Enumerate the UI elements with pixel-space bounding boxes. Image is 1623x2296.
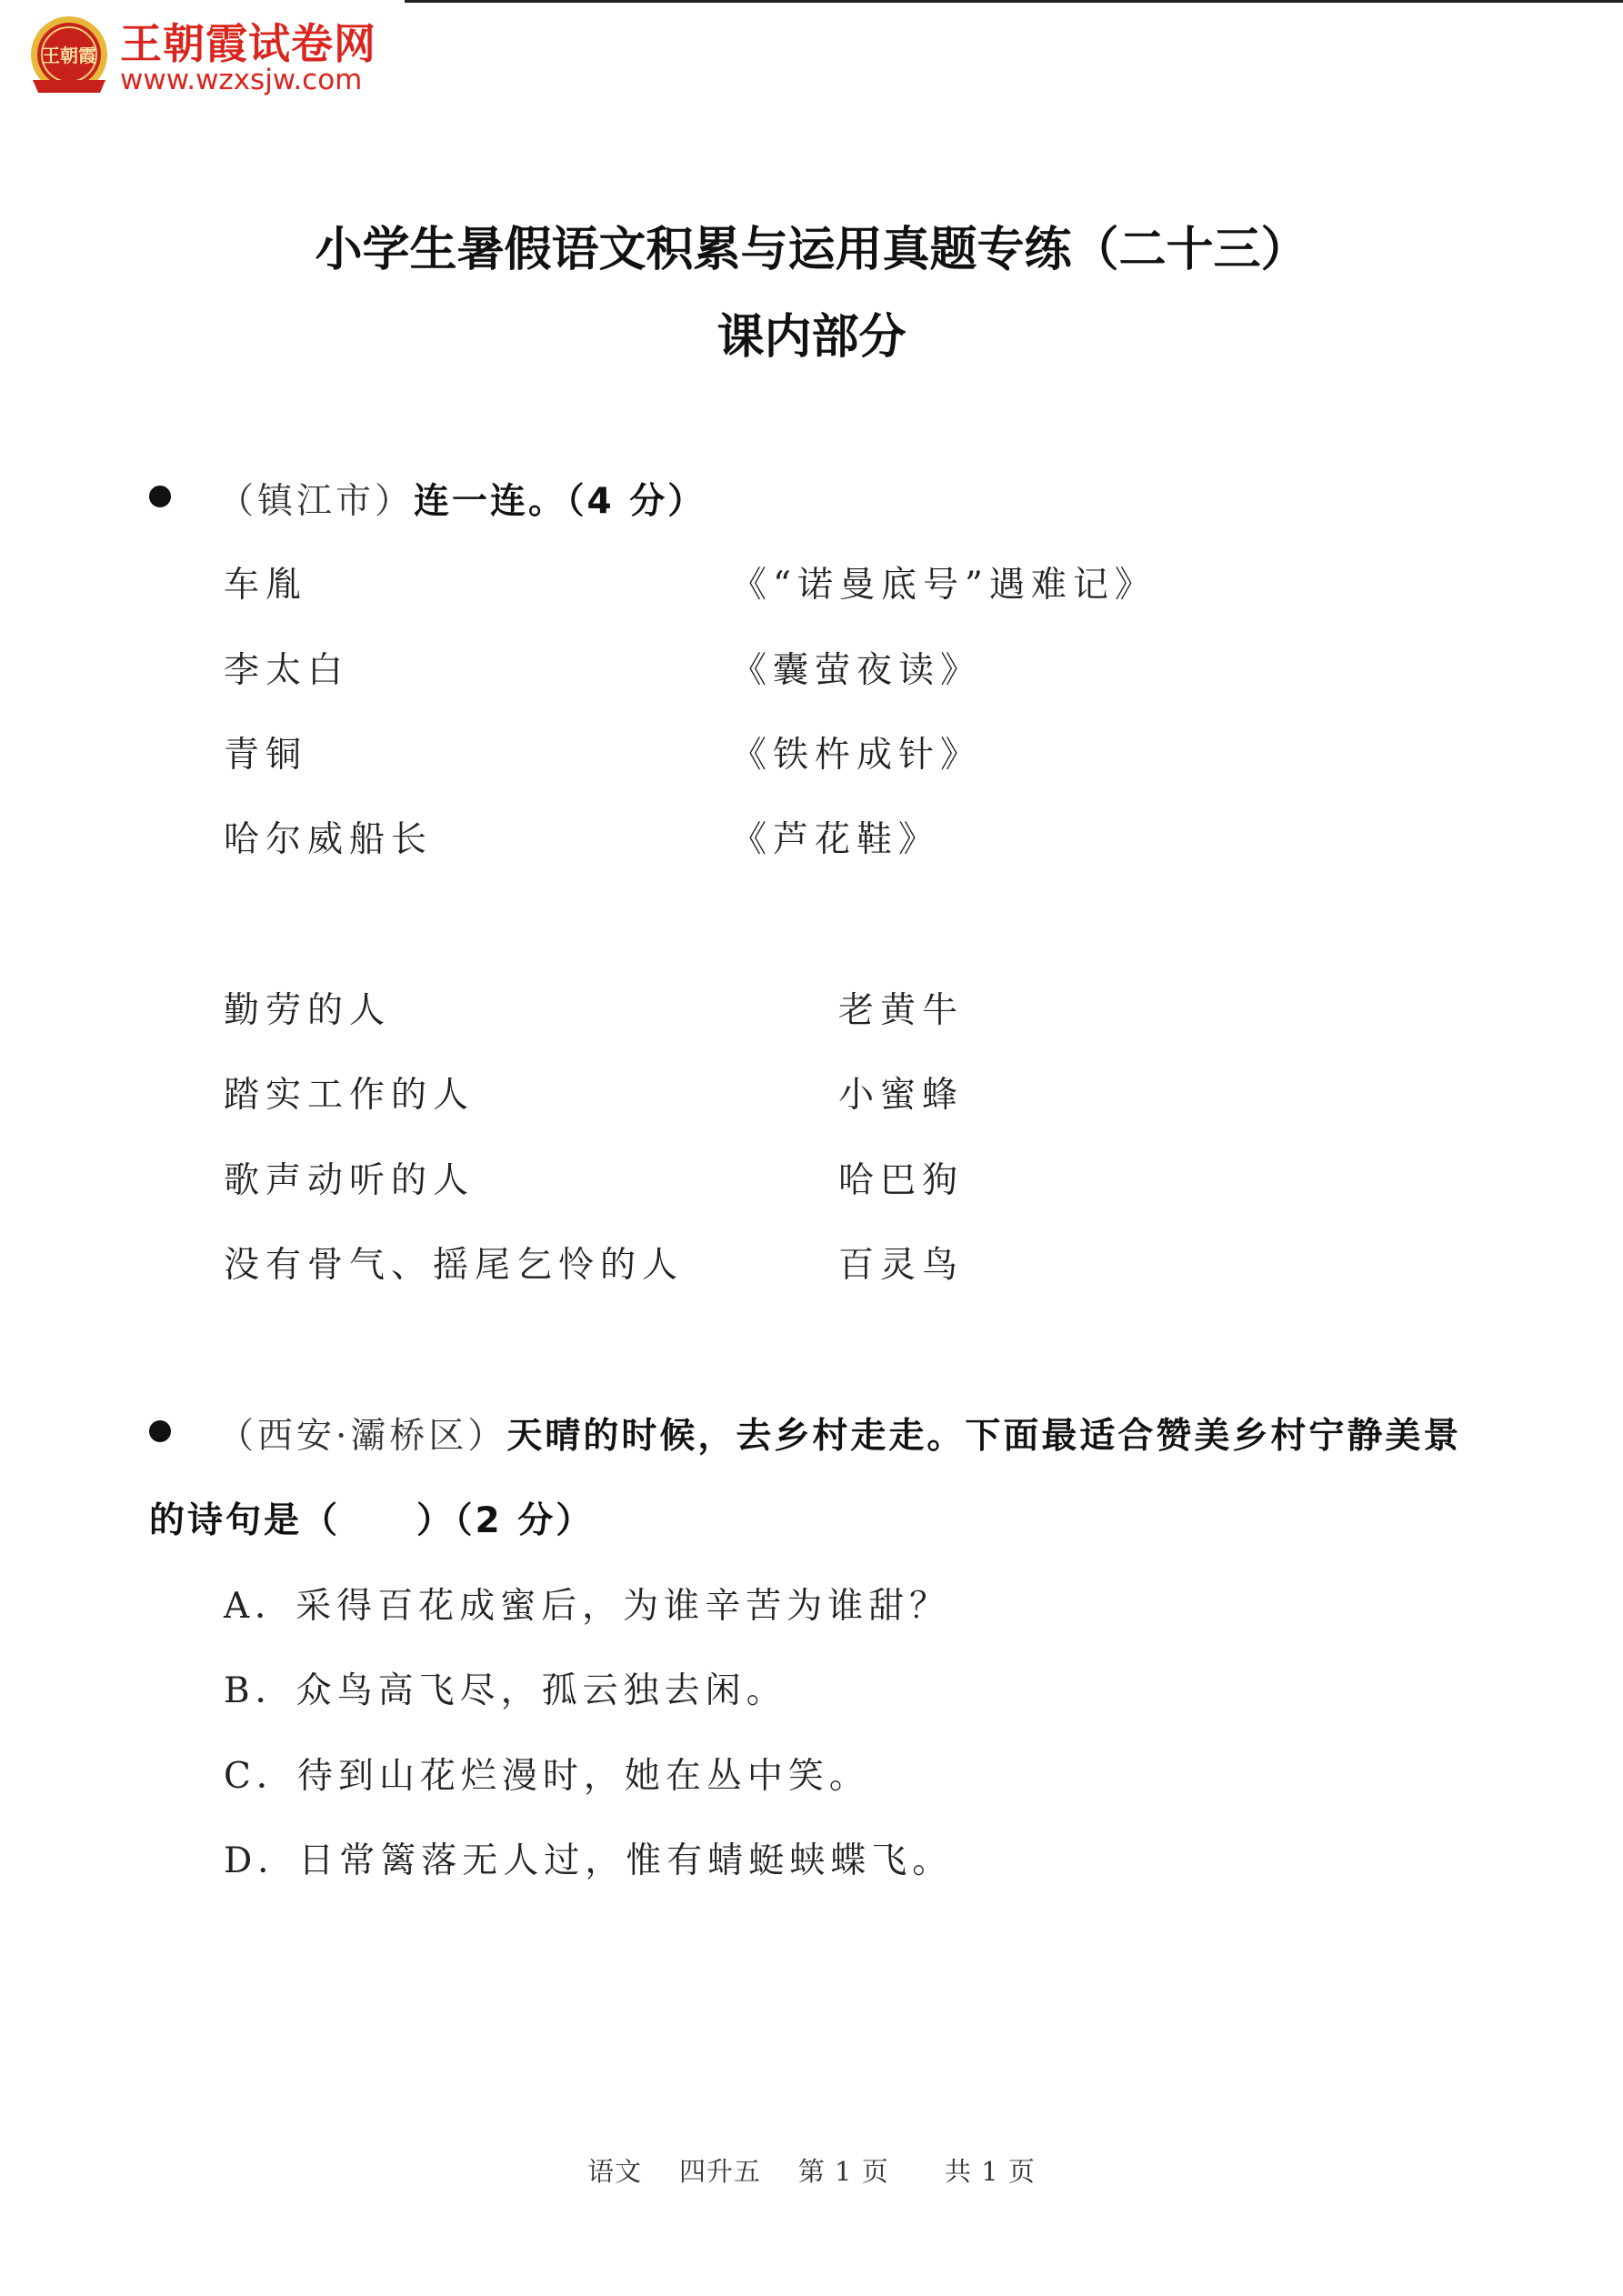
footer-grade: 四升五: [678, 2156, 761, 2187]
logo-url: www.wzxsjw.com: [120, 64, 363, 96]
match-right-2: 《囊萤夜读》: [731, 650, 983, 691]
match2-left-4: 没有骨气、摇尾乞怜的人: [224, 1245, 685, 1286]
question-1-stem: 连一连。（4 分）: [414, 481, 706, 522]
footer-page: 第 1 页: [797, 2156, 889, 2187]
match2-left-1: 勤劳的人: [224, 990, 392, 1031]
page-subtitle: 课内部分: [716, 310, 907, 365]
option-b: B．众鸟高飞尽，孤云独去闲。: [224, 1670, 787, 1711]
match2-left-3: 歌声动听的人: [224, 1160, 476, 1201]
bullet-q2: [149, 1420, 171, 1442]
logo-title: 王朝霞试卷网: [120, 19, 376, 68]
match-right-1: 《“诺曼底号”遇难记》: [731, 565, 1157, 606]
page-footer: [0, 2151, 1623, 2189]
logo-badge-icon: [25, 13, 113, 100]
match2-right-1: 老黄牛: [838, 990, 965, 1031]
match-left-3: 青铜: [224, 735, 308, 776]
option-a: A．采得百花成蜜后，为谁辛苦为谁甜？: [224, 1586, 951, 1627]
match-left-4: 哈尔威船长: [224, 819, 434, 860]
match2-right-4: 百灵鸟: [838, 1245, 965, 1286]
footer-total: 共 1 页: [945, 2156, 1036, 2187]
match-right-3: 《铁杵成针》: [731, 735, 983, 776]
question-1: [218, 473, 706, 524]
option-c: C．待到山花烂漫时，她在丛中笑。: [224, 1756, 870, 1797]
match-left-2: 李太白: [224, 650, 350, 691]
match2-right-3: 哈巴狗: [838, 1160, 965, 1201]
match-left-1: 车胤: [224, 565, 308, 606]
question-2-stem-line2: 的诗句是（ ）（2 分）: [149, 1500, 595, 1541]
question-2: [218, 1408, 1461, 1459]
bullet-q1: [149, 486, 171, 507]
option-d: D．日常篱落无人过，惟有蜻蜓蛱蝶飞。: [224, 1840, 954, 1881]
question-2-source: （西安·灞桥区）: [218, 1416, 507, 1457]
match2-left-2: 踏实工作的人: [224, 1075, 476, 1116]
question-1-source: （镇江市）: [218, 481, 415, 522]
footer-subject: 语文: [587, 2156, 643, 2187]
match2-right-2: 小蜜蜂: [838, 1075, 965, 1116]
badge-text: 王朝霞: [42, 45, 96, 66]
question-2-line2: [149, 1492, 594, 1543]
question-2-stem-line1: 天晴的时候，去乡村走走。下面最适合赞美乡村宁静美景: [506, 1416, 1462, 1457]
match-right-4: 《芦花鞋》: [731, 819, 941, 860]
top-rule: [405, 0, 1623, 3]
page-title: 小学生暑假语文积累与运用真题专练（二十三）: [315, 223, 1308, 277]
